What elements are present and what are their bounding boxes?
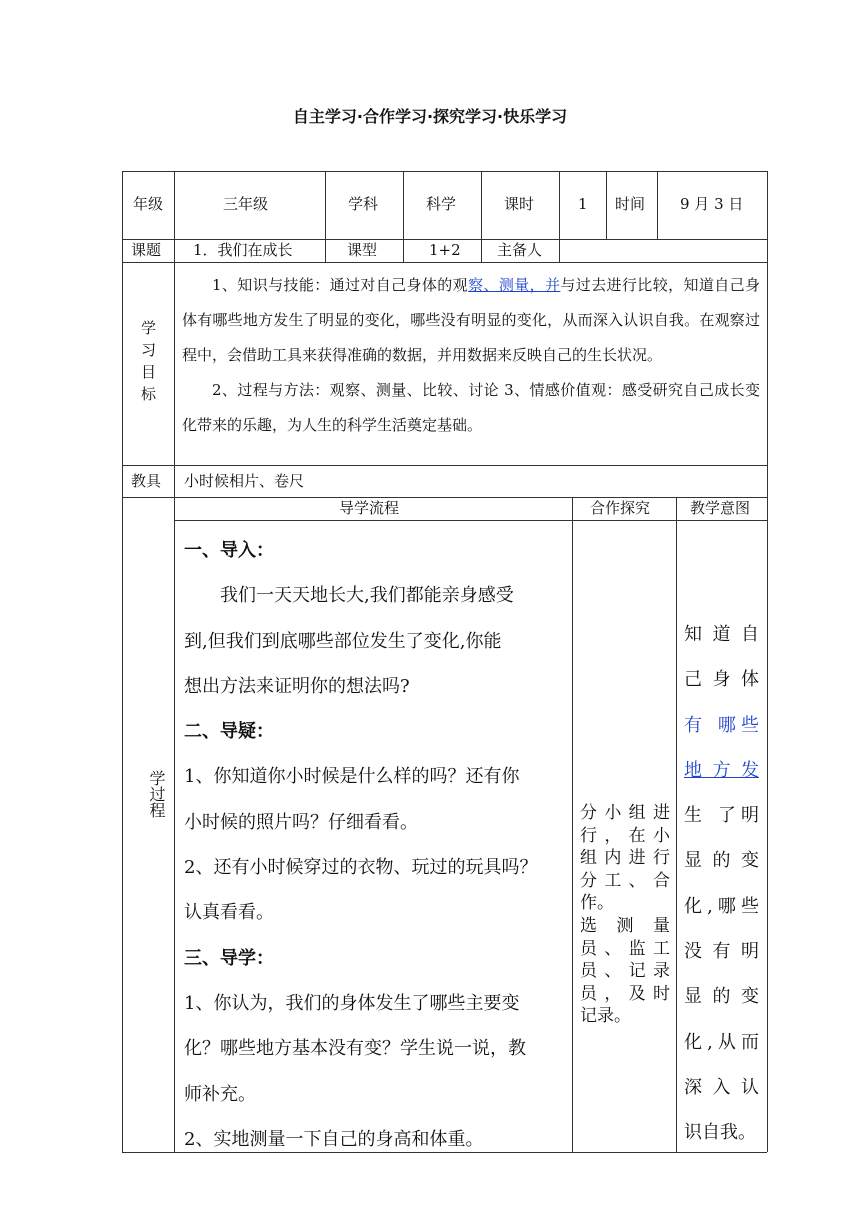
intent-line: 识自我。 [684,1122,756,1144]
flow-line: 化？哪些地方基本没有变？学生说一说，教 [184,1038,526,1060]
tools-value: 小时候相片、卷尺 [184,472,305,490]
intent-line: 显的变 [684,986,759,1008]
objectives-link[interactable]: 察、测量，并 [468,276,561,294]
preparer-label: 主备人 [497,241,543,259]
intent-line: 深入认 [684,1076,759,1098]
coop-content [580,802,670,1028]
period-value: 1 [578,195,588,213]
flow-line: 1、你知道你小时候是什么样的吗？还有你 [184,766,520,788]
coop-line: 记录。 [580,1006,631,1027]
flow-line: 认真看看。 [184,902,274,924]
intent-content [684,612,759,1156]
objectives-text: 1、知识与技能：通过对自己身体的观察、测量，并与过去进行比较，知道自己身体有哪些地方发生了明显的变化，哪些没有明显的变化，从而深入认识自我。在观察过程中，会借助工具来获得准确的数据，并用数据来反映自己的生长状况。 2、过程与方法：观察、测量、比较、讨论 3、情感价值观：感受研究自己成长变化带来的乐趣，为人生的科学生活奠定基础。 [182,276,760,434]
flow-content [184,528,566,1162]
flow-line: 师补充。 [184,1083,256,1105]
flow-line: 三、导学： [184,947,274,969]
flow-line: 一、导入： [184,540,274,561]
flow-line: 到,但我们到底哪些部位发生了变化,你能 [184,630,502,652]
intent-line: 显的变 [684,850,759,872]
time-label: 时间 [615,195,646,213]
intent-line-link[interactable]: 地方发 [684,759,759,781]
page-title: 自主学习·合作学习·探究学习·快乐学习 [292,107,568,126]
subject-value: 科学 [426,195,457,213]
topic-value: 1．我们在成长 [193,241,293,259]
flow-line: 1、你认为，我们的身体发生了哪些主要变 [184,992,520,1014]
intent-line: 生 了明 [684,805,759,827]
coop-line: 行，在小 [580,825,670,846]
lesson-type-label: 课型 [347,241,378,259]
flow-line: 我们一天天地长大,我们都能亲身感受 [220,585,514,607]
coop-line: 员、记录 [580,961,670,982]
time-value: 9 月 3 日 [680,195,744,213]
flow-line: 2、实地测量一下自己的身高和体重。 [184,1128,484,1150]
flow-line: 二、导疑： [184,721,274,743]
flow-line: 2、还有小时候穿过的衣物、玩过的玩具吗？ [184,857,538,879]
intent-line: 化,从而 [684,1031,759,1053]
col-coop-header: 合作探究 [590,499,651,517]
intent-line: 没有明 [684,941,759,963]
period-label: 课时 [504,195,535,213]
intent-line: 己身体 [684,669,759,691]
coop-line: 作。 [580,893,614,914]
lesson-type-value: 1+2 [429,241,461,259]
coop-line: 员、监工 [580,938,670,959]
subject-label: 学科 [348,195,379,213]
grade-value: 三年级 [223,195,269,213]
col-intent-header: 教学意图 [690,499,751,517]
coop-line: 员，及时 [580,983,670,1004]
col-flow-header: 导学流程 [339,499,400,517]
coop-line: 分小组进 [580,803,670,823]
intent-line: 知道自 [684,624,759,645]
intent-line-link[interactable]: 有 哪些 [684,714,759,736]
coop-line: 组内进行 [580,848,670,869]
coop-line: 选 测 量 [580,915,670,936]
flow-line: 想出方法来证明你的想法吗? [184,675,410,697]
objectives-label: 学习目标 [139,320,157,408]
topic-label: 课题 [131,241,162,259]
process-label: 学过程 [147,770,166,818]
flow-line: 小时候的照片吗？仔细看看。 [184,811,418,833]
tools-label: 教具 [131,472,162,490]
grade-label: 年级 [133,195,164,213]
coop-line: 分工、合 [580,870,670,891]
intent-line: 化,哪些 [684,895,759,917]
